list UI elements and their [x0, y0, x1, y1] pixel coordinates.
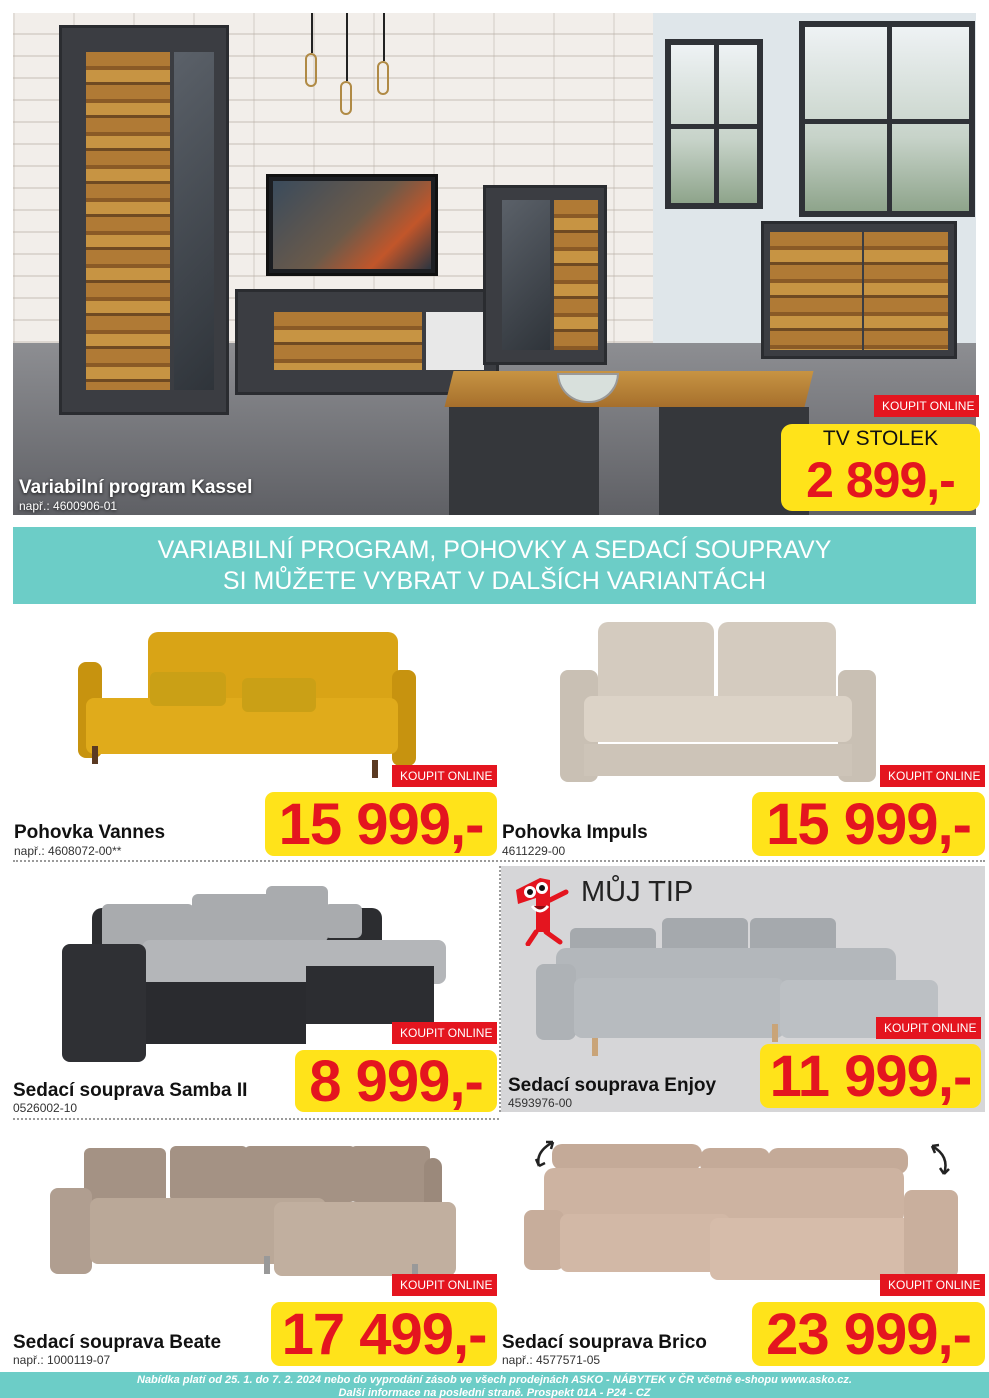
hero-caption [19, 477, 252, 513]
tall-cabinet [59, 25, 229, 415]
price-badge: 15 999,- [265, 792, 497, 856]
product-code: např.: 4577571-05 [502, 1353, 601, 1367]
product-name: Sedací souprava Beate [13, 1332, 222, 1353]
divider [13, 860, 985, 862]
program-code: např.: 4600906-01 [19, 499, 118, 513]
tv-stolek-price-badge [781, 424, 980, 511]
tv-stolek-price: 2 899,- [806, 452, 955, 508]
sofa-samba-image [62, 886, 448, 1064]
divider [13, 1118, 499, 1120]
banner-line-2: SI MŮŽETE VYBRAT V DALŠÍCH VARIANTÁCH [222, 567, 767, 595]
price-badge: 23 999,- [752, 1302, 985, 1366]
product-name: Sedací souprava Brico [502, 1332, 707, 1353]
coffee-table [449, 371, 809, 515]
buy-online-button[interactable]: KOUPIT ONLINE [874, 395, 979, 417]
pendant-lamp [305, 53, 317, 87]
pendant-lamp [340, 81, 352, 115]
highboard [483, 185, 607, 365]
product-code: 4611229-00 [502, 844, 566, 858]
buy-online-button[interactable]: KOUPIT ONLINE [880, 1274, 985, 1296]
sofa-vannes-image [78, 632, 416, 782]
tv-stolek-label: TV STOLEK [822, 427, 939, 450]
price-badge: 11 999,- [760, 1044, 981, 1108]
price-badge: 15 999,- [752, 792, 985, 856]
product-code: např.: 4608072-00** [14, 844, 122, 858]
product-code: 4593976-00 [508, 1096, 573, 1110]
price-badge: 8 999,- [295, 1050, 497, 1112]
footer-line-2: Další informace na poslední straně. Prospekt 01A - P24 - CZ [338, 1387, 651, 1398]
sofa-brico-image [524, 1144, 958, 1286]
program-name: Variabilní program Kassel [19, 477, 253, 498]
product-name: Sedací souprava Samba II [13, 1080, 248, 1101]
product-code: např.: 1000119-07 [13, 1353, 111, 1367]
sideboard [761, 221, 957, 359]
buy-online-button[interactable]: KOUPIT ONLINE [392, 1022, 497, 1044]
divider [499, 866, 501, 1112]
window [799, 21, 975, 217]
tv [266, 174, 438, 276]
buy-online-button[interactable]: KOUPIT ONLINE [880, 765, 985, 787]
pendant-lamp [377, 61, 389, 95]
product-name: Pohovka Vannes [14, 822, 166, 843]
price-badge: 17 499,- [271, 1302, 497, 1366]
tip-label: MŮJ TIP [581, 876, 694, 908]
product-name: Sedací souprava Enjoy [508, 1075, 717, 1096]
variants-banner [13, 527, 976, 604]
product-name: Pohovka Impuls [502, 822, 648, 843]
buy-online-button[interactable]: KOUPIT ONLINE [876, 1017, 981, 1039]
sofa-impuls-image [560, 620, 876, 788]
banner-line-1: VARIABILNÍ PROGRAM, POHOVKY A SEDACÍ SOUPRAVY [157, 536, 832, 564]
sofa-beate-image [50, 1142, 456, 1282]
footer-line-1: Nabídka platí od 25. 1. do 7. 2. 2024 nebo do vyprodání zásob ve všech prodejnách ASKO - NÁBYTEK v ČR včetně e-shopu www.asko.cz. [137, 1374, 852, 1386]
product-code: 0526002-10 [13, 1101, 78, 1115]
buy-online-button[interactable]: KOUPIT ONLINE [392, 765, 497, 787]
window [665, 39, 763, 209]
footer-disclaimer [0, 1372, 989, 1398]
buy-online-button[interactable]: KOUPIT ONLINE [392, 1274, 497, 1296]
